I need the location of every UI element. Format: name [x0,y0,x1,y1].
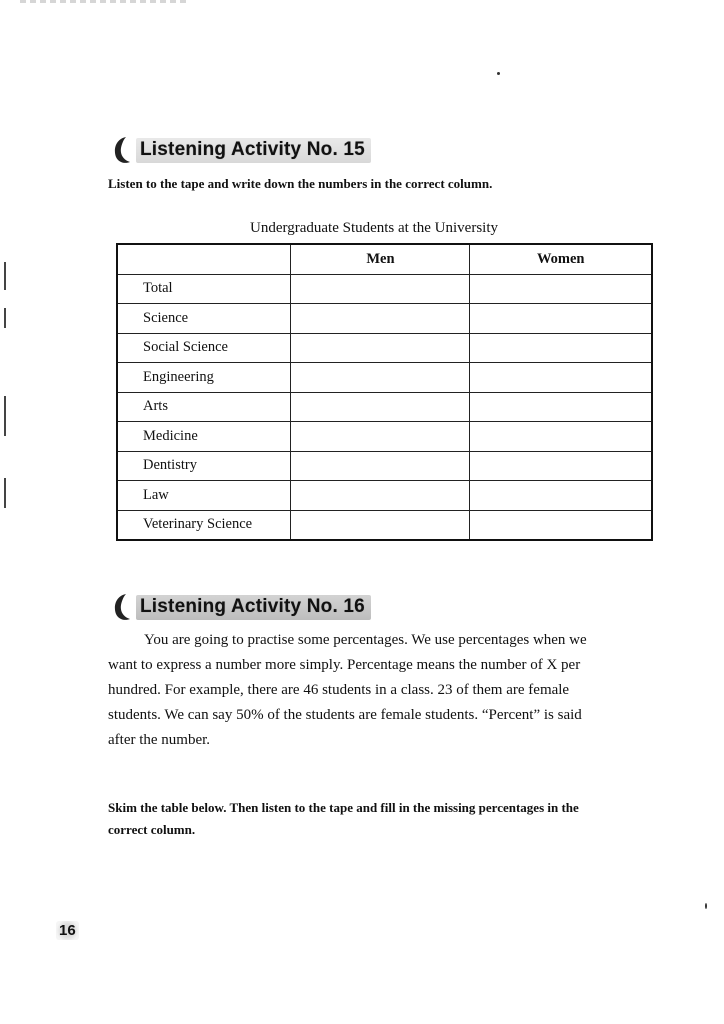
table-row [117,304,652,334]
row-label-medicine: Medicine [117,422,291,452]
cell-women[interactable] [470,274,652,304]
paragraph-line: You are going to practise some percentages. We use percentages when we [144,632,587,648]
cell-women[interactable] [470,510,652,540]
header-women: Women [470,244,652,274]
row-label-veterinary-science: Veterinary Science [117,510,291,540]
table-row [117,451,652,481]
activity-15-heading [112,135,371,165]
cell-women[interactable] [470,363,652,393]
scan-speck [497,72,500,75]
activity-16-instruction [108,797,668,841]
cell-men[interactable] [291,274,470,304]
table-row [117,363,652,393]
cell-women[interactable] [470,392,652,422]
row-label-social-science: Social Science [117,333,291,363]
activity-16-paragraph [108,628,656,753]
cell-men[interactable] [291,481,470,511]
instruction-line: correct column. [108,822,196,837]
cell-men[interactable] [291,451,470,481]
margin-mark [4,262,6,290]
margin-mark [4,396,6,436]
scan-speck [705,903,707,909]
students-table [116,243,653,541]
cell-women[interactable] [470,304,652,334]
cell-men[interactable] [291,333,470,363]
cell-women[interactable] [470,422,652,452]
row-label-engineering: Engineering [117,363,291,393]
table-row [117,274,652,304]
cell-women[interactable] [470,451,652,481]
activity-15-instruction: Listen to the tape and write down the numbers in the correct column. [108,176,493,191]
cell-men[interactable] [291,422,470,452]
table-row [117,510,652,540]
paragraph-line: want to express a number more simply. Percentage means the number of X per [108,657,581,673]
cell-women[interactable] [470,333,652,363]
paragraph-line: after the number. [108,732,211,748]
table-row [117,481,652,511]
header-men: Men [291,244,470,274]
margin-mark [4,308,6,328]
paragraph-line: hundred. For example, there are 46 students in a class. 23 of them are female [108,682,570,698]
row-label-total: Total [117,274,291,304]
row-label-law: Law [117,481,291,511]
cell-men[interactable] [291,304,470,334]
top-scan-artifact [20,0,190,3]
cell-men[interactable] [291,510,470,540]
row-label-science: Science [117,304,291,334]
page-number: 16 [56,921,79,940]
row-label-arts: Arts [117,392,291,422]
instruction-line: Skim the table below. Then listen to the tape and fill in the missing percentages in the [108,800,579,815]
table-row [117,392,652,422]
table-row [117,422,652,452]
header-blank [117,244,291,274]
cell-women[interactable] [470,481,652,511]
activity-16-heading [112,592,371,622]
cell-men[interactable] [291,392,470,422]
table-title: Undergraduate Students at the University [250,220,498,236]
cell-men[interactable] [291,363,470,393]
crescent-icon [112,592,134,622]
table-row [117,333,652,363]
activity-16-title: Listening Activity No. 16 [136,595,371,620]
activity-15-title: Listening Activity No. 15 [136,138,371,163]
margin-mark [4,478,6,508]
table-header-row [117,244,652,274]
paragraph-line: students. We can say 50% of the students are female students. “Percent” is said [108,707,582,723]
crescent-icon [112,135,134,165]
row-label-dentistry: Dentistry [117,451,291,481]
